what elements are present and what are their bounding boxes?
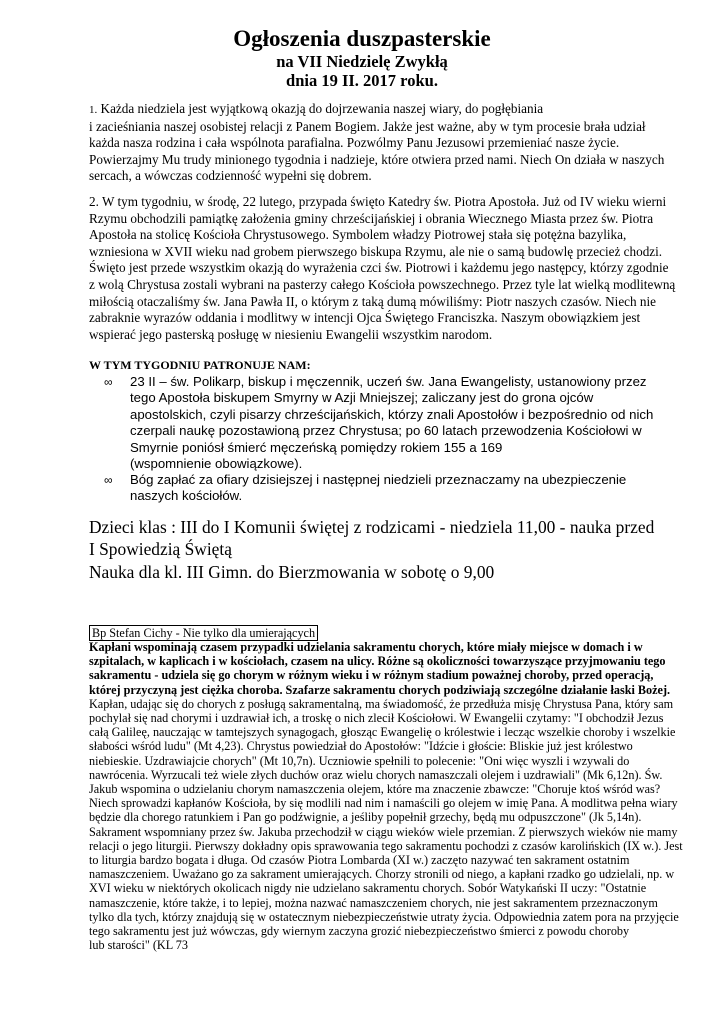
paragraph-1-line: każda nasza rodzina i cała wspólnota parafialna. Pozwólmy Panu Jezusowi przemieniać nasze życie. [89,135,620,151]
article-line: namaszczeniem. Uważano go za sakrament umierających. Chorzy stronili od niego, a kapłani rzadko go udzielali, np. w [89,867,675,882]
article-line: słabości wśród ludu" (Mt 4,23). Chrystus powiedział do Apostołów: "Idźcie i głoście: Bliskie już jest królestwo [89,739,633,754]
paragraph-2-line: Rzymu obchodzili pamiątkę założenia gminy chrześcijańskiej i obrania Wiecznego Miasta przez św. Piotra [89,210,654,226]
article-line: Niech sprowadzi kapłanów Kościoła, by się modlili nad nim i namaścili go olejem w imię Pana. A modlitwa pełna wiary [89,796,678,811]
kids-announcement-line: Dzieci klas : III do I Komunii świętej z rodzicami - niedziela 11,00 - nauka przed [89,517,655,537]
article-line: Kapłan, udając się do chorych z posługą sakramentalną, ma świadomość, że przedłuża misję Chrystusa Pana, który sam [89,696,674,711]
article-line: Sakrament wspomniany przez św. Jakuba przechodził w ciągu wieków wiele przemian. Z pierwszych wieków nie mamy [89,824,678,839]
infinity-bullet-icon: ∞ [104,473,113,487]
paragraph-1-line: 1. Każda niedziela jest wyjątkową okazją do dojrzewania naszej wiary, do pogłębiania [89,101,544,116]
article-line: Jakub wspomina o udzielaniu chorym namaszczenia olejem, które ma znaczenie zbawcze: "Choruje ktoś wśród was? [89,782,661,797]
page-date: dnia 19 II. 2017 roku. [286,71,438,90]
paragraph-2-line: 2. W tym tygodniu, w środę, 22 lutego, przypada święto Katedry św. Piotra Apostoła. Już od IV wieku wierni [89,194,667,209]
paragraph-1-line: Powierzajmy Mu trudy minionego tygodnia i nadzieje, które otwiera przed nami. Niech On działa w naszych [89,151,665,167]
article-line: namaszczenie, które także, i to lepiej, można nazwać namaszczeniem chorych, nie jest sakramentem przeznaczonym [89,895,658,910]
kids-announcement [89,516,654,560]
article-line: pochylał się nad chorymi i uzdrawiał ich, a troskę o nich zlecił Kościołowi. W Ewangelii czytamy: "I obchodził Jezus [89,711,664,726]
article-header-box: Bp Stefan Cichy - Nie tylko dla umierających [89,625,318,641]
paragraph-2-line: miłością otaczaliśmy św. Jana Pawła II, o którym z taką dumą mówiliśmy: Piotr naszych czasów. Niech nie [89,293,657,309]
article-line: nawrócenia. Wyrzucali też wiele złych duchów oraz wielu chorych namaszczali olejem i uzdrawiali" (Mk 6,12n). Św. [89,767,663,782]
paragraph-2-line: wzniesiona w XVII wieku nad grobem pierwszego biskupa Rzymu, ale nie o samą budowlę przecież chodzi. [89,243,663,259]
paragraph-2 [89,194,689,343]
paragraph-1-line: i zacieśniania naszej osobistej relacji z Panem Bogiem. Jakże jest ważne, aby w tym procesie brała udział [89,118,646,134]
page-subtitle: na VII Niedzielę Zwykłą [276,52,448,71]
page-title: Ogłoszenia duszpasterskie [233,26,491,51]
article-lead-line: której przyczyną jest ciężka choroba. Szafarze sakramentu chorych podziwiają szczególne działanie łaski Bożej. [89,682,671,697]
article-line: całą Galileę, nauczając w tamtejszych synagogach, głosząc Ewangelię o królestwie i lecząc wszelkie choroby i wszelkie [89,725,676,740]
paragraph-1 [89,101,689,185]
article-line: tego sakramentu jest już wówczas, gdy wiernym zaczyna grozić niebezpieczeństwo śmierci z powodu choroby [89,924,630,939]
article-lead-line: sakramentu - udziela się go chorym w różnym wieku i w różnym stadium poważnej choroby, przed operacją, [89,668,654,683]
article-line: tylko dla tych, którzy znajdują się w ostatecznym niebezpieczeństwie utraty życia. Odpowiednia zatem pora na przyjęcie [89,909,679,924]
paragraph-2-line: z wolą Chrystusa zostali wybrani na pasterzy całego Kościoła powszechnego. Przez tyle lat wielką modlitewną [89,276,676,292]
paragraph-2-line: wspierać jego pasterską posługę w niesieniu Ewangelii wszystkim narodom. [89,326,493,342]
paragraph-2-line: Święto jest przede wszystkim okazją do wyrażenia czci św. Piotrowi i każdemu jego następcy, którzy zgodnie [89,260,669,276]
article-lead-line: Kapłani wspominają czasem przypadki udzielania sakramentu chorych, które miały miejsce w domach i w [89,640,643,654]
patron-item-text: 23 II – św. Polikarp, biskup i męczennik, uczeń św. Jana Ewangelisty, ustanowiony przez tego Apostoła biskupem Smyrny w Azji Mniejszej; zaliczany jest do grona ojców apostolskich, czyli pisarzy chrześcijańskich, którzy znali Apostołów i bezpośrednio od nich czerpali naukę pozostawioną przez Chrystusa; po 60 latach przewodzenia Kościołowi w Smyrnie poniósł śmierć męczeńską pomiędzy rokiem 155 a 169 (wspomnienie obowiązkowe). [130,374,654,472]
paragraph-1-line: sercach, a wówczas codzienność wypełni się dobrem. [89,168,372,184]
article-line: relacji o jego liturgii. Pierwszy dokładny opis sprawowania tego sakramentu pochodzi z czasów karolińskich (IX w.). Jest [89,838,683,853]
article-line: niebieskie. Uzdrawiajcie chorych" (Mt 10,7n). Uczniowie spełnili to polecenie: "Oni więc wyszli i wzywali do [89,753,630,768]
patron-item-text: Bóg zapłać za ofiary dzisiejszej i następnej niedzieli przeznaczamy na ubezpieczenie naszych kościołów. [130,472,627,504]
article-lead-line: szpitalach, w kaplicach i w kościołach, czasem na ulicy. Różne są okoliczności towarzyszące przyjmowaniu tego [89,654,666,669]
patrons-heading: W TYM TYGODNIU PATRONUJE NAM: [89,358,311,372]
paragraph-2-line: zabraknie wyrazów oddania i modlitwy w intencji Ojca Świętego Franciszka. Naszym obowiązkiem jest [89,310,641,326]
article-line: to liturgia bardzo bogata i długa. Od czasów Piotra Lombarda (XI w.) zaczęto nazywać ten sakrament ostatnim [89,853,630,868]
article-line: lub starości" (KL 73 [89,938,188,953]
paragraph-1-number: 1. [89,104,98,116]
infinity-bullet-icon: ∞ [104,375,113,389]
article-line: będzie dla chorego ratunkiem i Pan go podźwignie, a jeśliby popełnił grzechy, będą mu odpuszczone" (Jk 5,14n). [89,810,642,825]
paragraph-2-line: Apostoła na stolicę Kościoła Chrystusowego. Symbolem władzy Piotrowej stała się potężna bazylika, [89,227,627,243]
article-line: XVI wieku w niektórych okolicach nigdy nie udzielano sakramentu chorych. Sobór Watykański II uczy: "Ostatnie [89,881,647,896]
confirmation-announcement: Nauka dla kl. III Gimn. do Bierzmowania w sobotę o 9,00 [89,562,495,582]
article-body [89,640,699,952]
kids-announcement-line: I Spowiedzią Świętą [89,539,232,559]
